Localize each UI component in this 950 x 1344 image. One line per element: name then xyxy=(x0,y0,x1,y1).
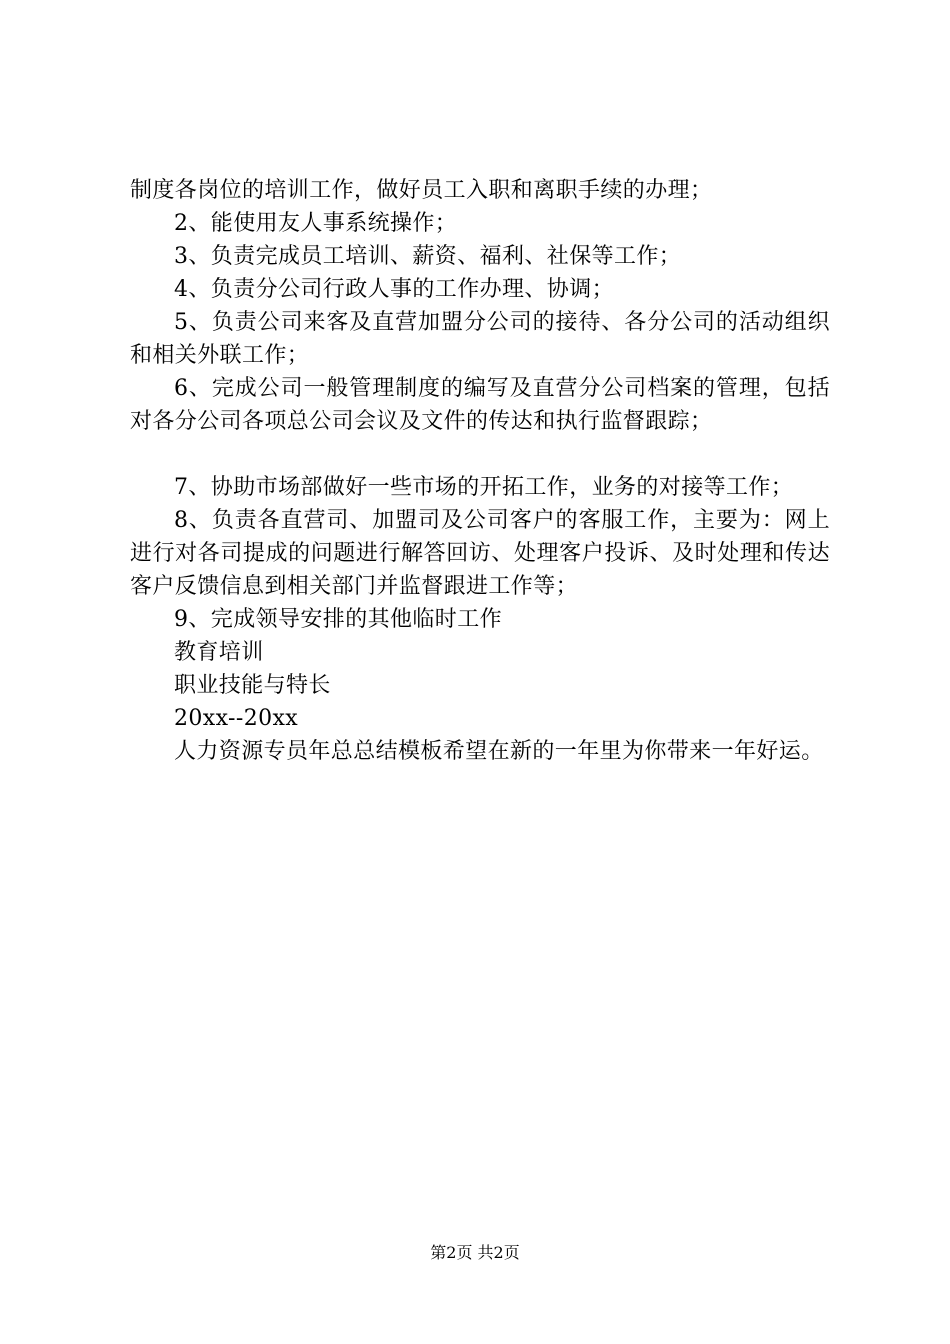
section-heading-education: 教育培训 xyxy=(174,640,264,665)
paragraph-item-8: 8、负责各直营司、加盟司及公司客户的客服工作，主要为：网上进行对各司提成的问题进行解答回访、处理客户投诉、及时处理和传达客户反馈信息到相关部门并监督跟进工作等； xyxy=(130,508,830,599)
page-number-label: 第2页 共2页 xyxy=(430,1243,520,1262)
paragraph-continuation: 制度各岗位的培训工作，做好员工入职和离职手续的办理； xyxy=(130,178,713,203)
paragraph-item-2: 2、能使用友人事系统操作； xyxy=(174,211,458,236)
paragraph-item-4: 4、负责分公司行政人事的工作办理、协调； xyxy=(174,277,614,302)
paragraph-item-6: 6、完成公司一般管理制度的编写及直营分公司档案的管理，包括对各分公司各项总公司会议及文件的传达和执行监督跟踪； xyxy=(130,376,830,434)
document-body xyxy=(130,174,830,768)
page-footer xyxy=(0,1242,950,1264)
section-heading-skills: 职业技能与特长 xyxy=(174,673,331,698)
paragraph-item-3: 3、负责完成员工培训、薪资、福利、社保等工作； xyxy=(174,244,682,269)
closing-paragraph: 人力资源专员年总总结模板希望在新的一年里为你带来一年好运。 xyxy=(174,739,824,764)
paragraph-item-9: 9、完成领导安排的其他临时工作 xyxy=(174,607,502,632)
paragraph-item-7: 7、协助市场部做好一些市场的开拓工作，业务的对接等工作； xyxy=(174,475,794,500)
paragraph-item-5: 5、负责公司来客及直营加盟分公司的接待、各分公司的活动组织和相关外联工作； xyxy=(130,310,830,368)
date-range: 20xx--20xx xyxy=(174,706,299,731)
